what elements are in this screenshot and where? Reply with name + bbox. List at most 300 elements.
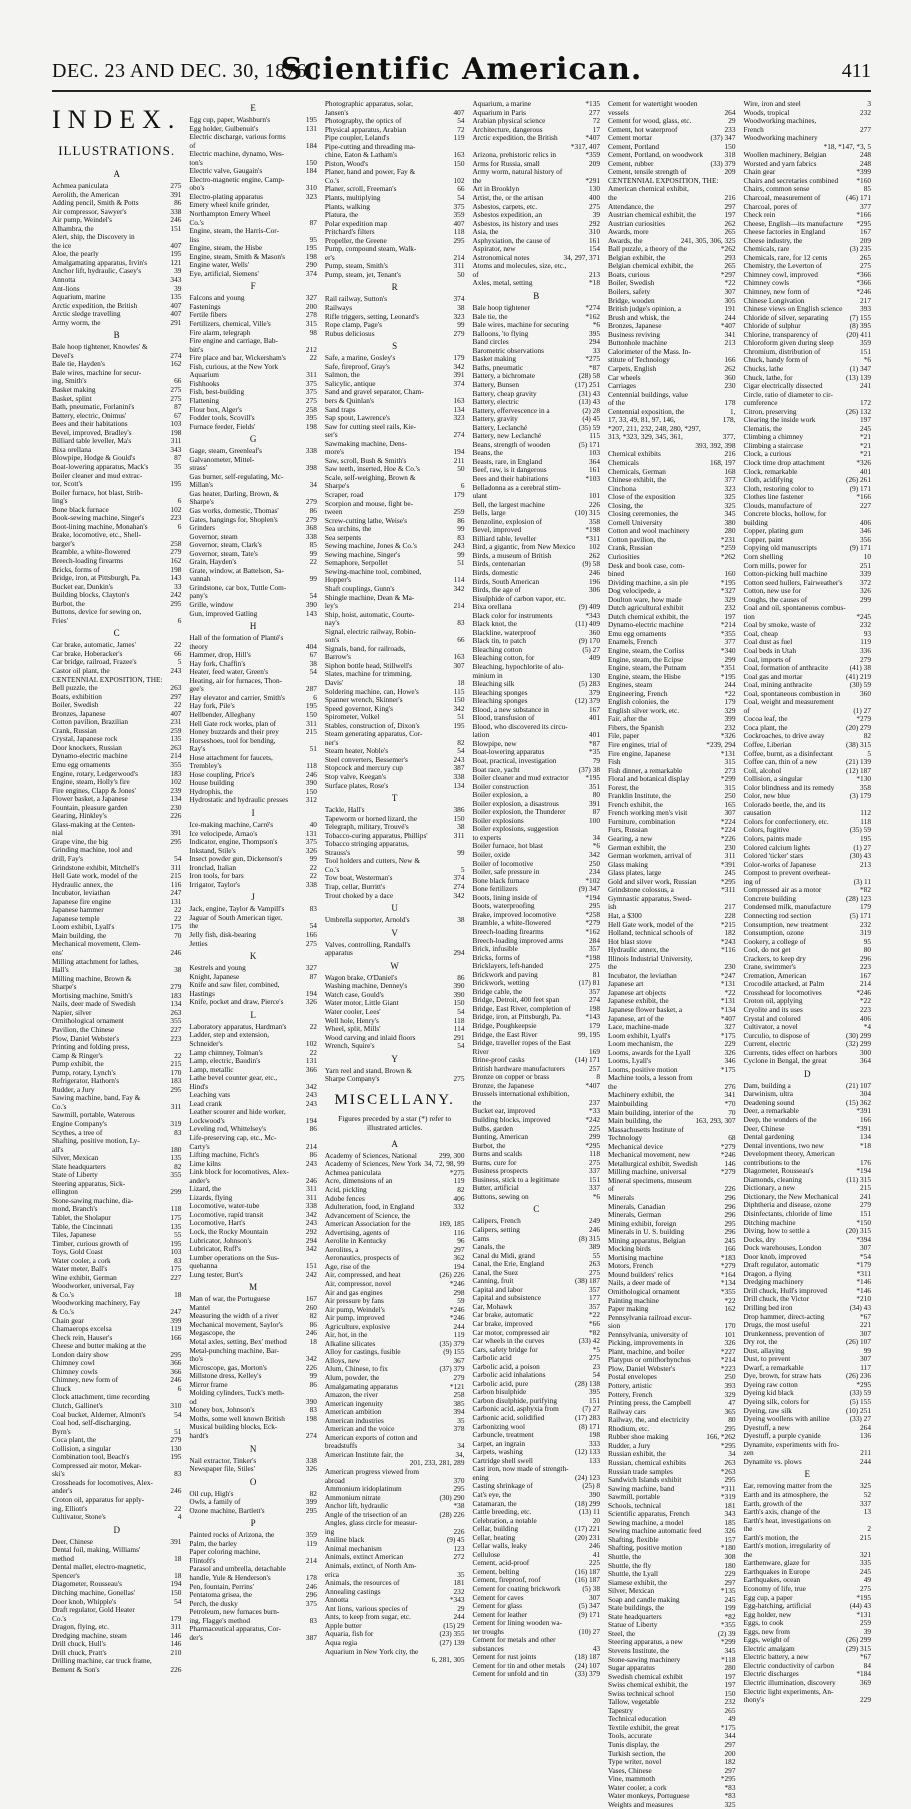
entry-page: 232 — [724, 1697, 736, 1707]
entry-page: (28) 226 — [439, 1509, 465, 1519]
entry-title: Carbolic acid, pure — [472, 1378, 529, 1388]
entry-title: Locomotive, Hart's — [189, 1218, 246, 1228]
entry-page: 115 — [589, 431, 600, 441]
entry-page: 54 — [309, 921, 317, 931]
entry-title: ulant — [472, 491, 488, 501]
index-entry — [325, 330, 465, 339]
entry-title: Mining exhibit, foreign — [607, 1218, 677, 1228]
entry-page: 131 — [305, 828, 317, 838]
entry-page: 246 — [170, 1486, 182, 1496]
entry-page: 99 — [863, 1345, 871, 1355]
entry-title: Indicator, engine, Thompson's — [189, 837, 278, 847]
entry-page: 364 — [589, 456, 600, 466]
entry-title: Amazon, the river — [324, 1390, 378, 1400]
entry-page: 250 — [724, 1372, 736, 1382]
entry-title: Arctic sledge travelling — [52, 309, 121, 319]
entry-title: Minerals, German — [607, 1210, 662, 1220]
entry-title: Bale tie, the — [472, 311, 508, 321]
entry-page: *194 — [856, 1166, 871, 1176]
entry-title: Wrench, Squire's — [324, 1041, 375, 1051]
entry-page: 319 — [170, 1118, 182, 1128]
entry-title: & Co.'s — [52, 1307, 74, 1316]
entry-title: Carbolic acid, a poison — [472, 1361, 540, 1371]
entry-title: Cat's eye, the — [472, 1489, 512, 1499]
entry-page: 197 — [724, 1671, 736, 1681]
entry-page: *21 — [860, 440, 871, 450]
entry-title: Battery, Leclanché — [472, 422, 528, 432]
entry-title: Blackline, waterproof — [472, 627, 537, 637]
entry-title: Dynamite vs. plows — [743, 1456, 802, 1466]
entry-page: 230 — [724, 842, 736, 852]
entry-title: Cartridge shell swell — [472, 1455, 533, 1465]
entry-page: 401 — [589, 713, 600, 723]
entry-title: Main building, interior of the — [607, 1107, 694, 1117]
entry-title: Atoms and molecules, size, etc., — [472, 261, 567, 271]
entry-title: Life-preserving cap, etc., Mc- — [189, 1132, 277, 1142]
entry-title: Cotton, new use for — [743, 586, 802, 596]
entry-title: Carbon disulphide, purifying — [472, 1395, 557, 1405]
entry-page: (3) 179 — [849, 791, 871, 801]
entry-title: Sharpe Company's — [324, 1074, 380, 1084]
entry-title: Co.'s — [52, 1101, 67, 1111]
entry-page: 213 — [724, 338, 736, 348]
entry-page: 277 — [860, 124, 871, 134]
entry-page: 393, 392, 398 — [695, 440, 736, 450]
entry-title: Bees and their habitations — [472, 473, 549, 483]
entry-title: Perch, the dusky — [189, 1598, 238, 1608]
index-entry — [189, 176, 317, 185]
entry-title: Deer, Chinese — [52, 1536, 94, 1546]
entry-title: Fertilizers, chemical, Ville's — [189, 319, 271, 329]
entry-title: Annealing castings — [324, 1586, 381, 1596]
entry-title: Capital and subsistence — [472, 1293, 541, 1303]
entry-title: Japanese art objects — [607, 987, 666, 997]
entry-title: Russian, chemical exhibits — [607, 1457, 687, 1467]
entry-title: Bone black furnace — [52, 504, 109, 514]
entry-title: Carriages — [607, 381, 636, 391]
entry-title: *207, 211, 232, 248, 280, *297, — [607, 423, 701, 433]
entry-page: 54 — [309, 591, 317, 601]
entry-title: Coal, spontaneous combustion in — [743, 688, 841, 698]
entry-title: Dyeing silk, colors for — [743, 1397, 810, 1407]
entry-page: 280 — [724, 1663, 736, 1673]
entry-title: Signal, electric railway, Robin- — [324, 626, 416, 636]
entry-page: 34 — [457, 1441, 465, 1451]
entry-page: (30) 59 — [849, 680, 871, 690]
entry-page: 310 — [589, 227, 600, 237]
entry-page: 214 — [860, 979, 871, 989]
entry-title: Barrow's — [324, 652, 351, 662]
entry-page: 34 — [309, 480, 317, 490]
index-column-5 — [607, 99, 736, 1809]
entry-title: Plow, Daniel Webster's — [607, 1363, 676, 1373]
entry-page: 195 — [305, 115, 317, 124]
entry-title: Attendance, the — [607, 201, 654, 211]
index-entry — [325, 423, 465, 432]
index-entry — [52, 617, 181, 626]
entry-title: Grain, Hayden's — [189, 557, 237, 567]
entry-page: *38 — [453, 1501, 465, 1511]
entry-page: 311 — [170, 436, 182, 446]
entry-page: (3) 235 — [849, 244, 871, 254]
entry-title: Millan's — [189, 480, 213, 490]
entry-title: Buttons, device for sewing on, — [52, 607, 142, 617]
entry-title: Link block for locomotives, Alex- — [189, 1167, 289, 1177]
entry-title: Incubator, the leviathan — [607, 970, 677, 980]
entry-page: *18 — [860, 1140, 871, 1150]
entry-title: Holland, technical schools of — [607, 928, 694, 938]
entry-page: 54 — [174, 1409, 182, 1419]
entry-title: Clock attachment, time recording — [52, 1392, 150, 1402]
entry-page: 329 — [724, 705, 736, 715]
entry-page: (8) 171 — [578, 1421, 600, 1431]
index-entry — [472, 1090, 600, 1099]
entry-page: 183 — [170, 768, 182, 778]
entry-title: Sewing machine, Jones & Co.'s — [324, 541, 417, 551]
entry-title: Crane, swimmer's — [743, 962, 796, 972]
entry-page: 325 — [860, 1481, 871, 1491]
entry-title: Mineral specimens, museum — [607, 1175, 692, 1185]
entry-page: (41) 38 — [849, 663, 871, 673]
entry-title: Canals, the — [472, 1242, 505, 1252]
entry-title: Coal hod, self-discharging, — [52, 1418, 131, 1428]
entry-page: 311 — [306, 1192, 317, 1202]
entry-page: 131 — [305, 123, 317, 133]
entry-page: 114 — [453, 575, 465, 585]
entry-title: Cement for caves — [472, 1592, 524, 1602]
entry-title: drill, Fay's — [52, 854, 83, 864]
entry-title: Cornell University — [607, 517, 663, 527]
entry-page: *295 — [585, 1140, 600, 1150]
entry-title: Bisulphide of carbon vapor, etc. — [472, 593, 566, 603]
entry-page: 291 — [170, 317, 182, 327]
entry-title: Disinfectants, chloride of lime — [743, 1209, 833, 1218]
entry-title: Engine, steam, Smith & Mason's — [189, 251, 286, 261]
entry-title: Aquarium, marine — [52, 292, 106, 302]
entry-page: (26) 107 — [846, 1337, 871, 1347]
entry-title: erica — [324, 1569, 340, 1579]
index-entry — [189, 270, 317, 279]
entry-title: Palm, the barley — [189, 1538, 237, 1548]
entry-page: 102 — [170, 504, 182, 514]
index-entry — [189, 998, 317, 1007]
entry-title: Alum, Chinese, to fix — [324, 1364, 388, 1374]
entry-title: Car bridge, railroad, Frazee's — [52, 657, 137, 667]
entry-title: Bone black furnace — [472, 875, 530, 885]
index-entry — [325, 782, 465, 791]
entry-title: Curculio, to dispose of — [743, 1030, 810, 1040]
entry-page: 34 — [728, 1449, 736, 1459]
entry-title: Drilling machine, car truck frame, — [52, 1656, 152, 1666]
index-entry — [189, 940, 317, 949]
entry-page: 214 — [453, 252, 465, 262]
entry-page: 151 — [860, 346, 871, 356]
entry-title: Compressed air as a motor — [743, 885, 822, 895]
entry-page: 83 — [174, 1469, 182, 1479]
entry-title: method — [52, 1553, 74, 1563]
entry-title: Door knockers, Russian — [52, 742, 122, 752]
entry-page: 169, 185 — [438, 1219, 465, 1229]
entry-title: American ambition — [324, 1407, 382, 1417]
entry-title: ton's — [189, 157, 203, 167]
entry-page: *131 — [720, 979, 736, 989]
entry-page: 99 — [457, 320, 465, 330]
entry-title: Sharpe's — [52, 982, 77, 992]
entry-page: 54 — [174, 854, 182, 864]
entry-title: Japanese flower basket, a — [607, 1004, 683, 1014]
entry-page: (5) 171 — [578, 439, 600, 449]
entry-page: *279 — [720, 1261, 736, 1271]
entry-page: 401 — [589, 730, 600, 740]
entry-page: *67 — [860, 1652, 871, 1662]
entry-page: 22 — [309, 1047, 317, 1057]
entry-page: *279 — [585, 918, 600, 928]
entry-page: 210 — [170, 1647, 182, 1657]
entry-page: *326 — [720, 731, 736, 741]
entry-page: 399 — [724, 714, 736, 724]
entry-title: Dyeing woollens with aniline — [743, 1414, 830, 1424]
entry-page: 244 — [453, 1321, 465, 1331]
entry-title: Pottery, French — [607, 1389, 653, 1399]
entry-title: Nails, a deer made of — [607, 1278, 671, 1288]
section-letter: S — [392, 341, 398, 352]
entry-title: the — [607, 193, 617, 203]
entry-title: stitute of Technology — [607, 355, 670, 365]
entry-page: (30) 299 — [846, 1030, 871, 1040]
entry-page: 326 — [305, 1464, 317, 1474]
entry-page: 47 — [728, 1398, 736, 1408]
entry-page: (33) 59 — [849, 1388, 871, 1398]
entry-page: 248 — [860, 158, 871, 168]
entry-title: Bridge, Poughkeepsie — [472, 1020, 537, 1030]
entry-page: 86 — [309, 505, 317, 515]
entry-title: Loom exhibit, Lyall's — [52, 922, 115, 932]
entry-page: *103 — [585, 473, 600, 483]
entry-title: Wood carving and inlaid floors — [324, 1032, 416, 1042]
entry-title: Copper, plating gum — [743, 526, 804, 536]
index-entry — [189, 1432, 317, 1441]
entry-page: 279 — [170, 547, 182, 557]
entry-page: 295 — [453, 1484, 465, 1494]
entry-title: Carpets, English — [607, 363, 657, 373]
entry-title: British hardware manufacturers — [472, 1063, 565, 1073]
entry-page: 342 — [589, 850, 600, 860]
entry-title: Canning, fruit — [472, 1276, 514, 1286]
entry-page: 146 — [170, 1639, 182, 1649]
entry-title: Lathe bevel counter gear, etc., — [189, 1073, 278, 1083]
entry-page: 119 — [306, 1538, 317, 1548]
header-rule — [52, 90, 871, 92]
entry-page: 275 — [589, 1353, 600, 1363]
entry-title: Desk and book case, com- — [607, 560, 685, 570]
entry-title: Hat, a $300 — [607, 910, 642, 920]
entry-title: Cellar, heating — [472, 1532, 516, 1542]
entry-title: Coal, cheap — [743, 628, 778, 638]
entry-page: 295 — [170, 1084, 182, 1094]
section-letter: H — [249, 621, 257, 632]
entry-title: Timber, curious growth of — [52, 1238, 129, 1248]
entry-title: Fries' — [52, 615, 68, 625]
entry-page: (1) 27 — [853, 705, 871, 715]
entry-page: 194 — [305, 988, 317, 998]
entry-title: Fountain, pleasure garden — [52, 802, 128, 812]
entry-page: 242 — [305, 1269, 317, 1279]
entry-title: Alert, ship, the Discovery in — [52, 232, 135, 242]
entry-title: Consumption, new treatment — [743, 919, 828, 929]
entry-title: Alum, powder, the — [324, 1373, 380, 1382]
masthead-title: Scientific American. — [280, 52, 643, 87]
entry-title: Shingle machine, Dean & Ma- — [324, 592, 415, 602]
entry-page: 393 — [724, 1381, 736, 1391]
entry-page: 35 — [457, 1569, 465, 1579]
entry-page: 259 — [453, 507, 465, 517]
entry-title: Electric discharges — [743, 1669, 799, 1679]
entry-title: Saw for cutting steel rails, Kie- — [324, 421, 417, 431]
entry-title: Hay fork, Chaffin's — [189, 658, 246, 668]
entry-title: Slate headquarters — [52, 1161, 106, 1171]
entry-page: 130 — [170, 1443, 182, 1453]
entry-title: Chimney, new form of — [743, 287, 810, 297]
entry-title: Burbot, the — [52, 598, 85, 608]
entry-page: 66 — [174, 376, 182, 386]
entry-page: 131 — [305, 1056, 317, 1066]
entry-title: ening — [472, 1472, 489, 1482]
entry-title: Cheese industry, the — [743, 235, 803, 245]
entry-page: (29) 315 — [846, 1643, 871, 1653]
entry-page: *246 — [449, 1313, 465, 1323]
entry-page: 390 — [305, 1396, 317, 1406]
entry-title: Aspirator, new — [472, 244, 516, 254]
entry-title: Stables, construction of, Dixon's — [324, 720, 420, 730]
entry-title: Grindstone, car box, Tuttle Com- — [189, 582, 287, 592]
entry-page: (28) 58 — [578, 371, 600, 381]
entry-title: Looms, Lyall's — [607, 1056, 652, 1066]
entry-title: Battery, new Leclanché — [472, 431, 542, 441]
entry-page: 223 — [860, 1004, 871, 1014]
entry-title: Bronze, the Japanese — [472, 1080, 534, 1090]
entry-page: 167 — [860, 227, 871, 237]
entry-page: 249 — [589, 1216, 600, 1226]
entry-page: *275 — [585, 354, 600, 364]
entry-page: *245 — [856, 611, 871, 621]
entry-title: Copying old manuscripts — [743, 543, 817, 553]
entry-page: 17 — [592, 124, 600, 134]
entry-page: *6 — [863, 355, 871, 365]
entry-title: Butter, artificial — [472, 1183, 519, 1193]
entry-title: Saw teeth, inserted, Hoe & Co.'s — [324, 464, 420, 474]
entry-title: Aerolite in Kentucky — [324, 1236, 387, 1246]
entry-title: Woodworking machinery, Fay — [52, 1298, 141, 1308]
entry-title: Dredging machinery — [743, 1277, 804, 1287]
entry-page: 55 — [592, 1250, 600, 1260]
entry-title: Brine-proof casks — [472, 1055, 525, 1065]
entry-title: Check rein, Hauser's — [52, 1332, 113, 1342]
entry-page: (15) 29 — [443, 1620, 465, 1630]
entry-title: Amalgamating apparatus — [324, 1381, 399, 1391]
entry-title: Car brake, improved — [472, 1319, 533, 1329]
entry-title: Cellulose — [472, 1549, 501, 1559]
entry-title: Age, rise of the — [324, 1261, 370, 1271]
entry-title: Crosshead for locomotives — [743, 987, 822, 997]
entry-title: Trout choked by a dace — [324, 890, 394, 900]
entry-title: Polar expedition map — [324, 218, 388, 228]
entry-title: Diving, how to settle a — [743, 1226, 810, 1236]
entry-title: Boat-lowering apparatus — [472, 747, 545, 757]
entry-title: Mechanical device — [607, 1141, 663, 1151]
entry-page: 245 — [724, 1235, 736, 1245]
index-entry — [325, 949, 465, 958]
entry-title: Compressed air motor, Mekar- — [52, 1460, 142, 1470]
entry-page: 307 — [724, 808, 736, 818]
index-entry — [325, 1562, 465, 1571]
entry-title: Birds, the age of — [472, 585, 521, 595]
entry-page: 227 — [170, 1272, 182, 1282]
entry-title: Chimney cowl, improved — [743, 269, 818, 279]
index-entry — [325, 628, 465, 637]
entry-title: chine, Eaton & Latham's — [324, 150, 398, 160]
entry-title: Concrete building — [743, 893, 796, 903]
entry-title: Deer, Chinese — [743, 1123, 785, 1133]
entry-page: (21) 139 — [846, 757, 871, 767]
section-letter: Y — [391, 1053, 398, 1064]
entry-page: *210 — [856, 1294, 871, 1304]
entry-title: Lamp chimney, Tolman's — [189, 1047, 263, 1057]
index-entry — [52, 1376, 181, 1385]
entry-page: 299, 300 — [438, 1150, 465, 1160]
entry-page: 279 — [170, 1435, 182, 1445]
entry-page: 275 — [170, 181, 182, 190]
entry-page: 180 — [724, 1560, 736, 1570]
entry-title: Draft regulator, automatic — [743, 1260, 820, 1270]
entry-title: Furnace feeder, Fields' — [189, 421, 256, 431]
entry-page: (13) 139 — [846, 372, 871, 382]
entry-page: 274 — [453, 882, 465, 892]
entry-title: Cement for metals and other — [472, 1635, 556, 1645]
entry-page: 191 — [724, 304, 736, 314]
entry-title: Floral and botanical display — [607, 774, 690, 784]
entry-title: Glass plates, large — [607, 868, 662, 878]
entry-title: Woods, tropical — [743, 107, 790, 117]
entry-title: Pottery, artistic — [607, 1381, 653, 1391]
entry-page: 251 — [860, 560, 871, 570]
entry-page: 391 — [589, 798, 600, 808]
entry-title: Steering apparatus, Sick- — [52, 1178, 126, 1188]
entry-title: Coal gas and mortar — [743, 671, 803, 681]
index-entry — [189, 796, 317, 805]
entry-title: Pentatoma grisea, the — [189, 1590, 252, 1600]
index-entry — [743, 698, 871, 707]
entry-page: 49 — [728, 1714, 736, 1724]
entry-title: Breech-loading firearms — [472, 926, 544, 936]
entry-page: 118 — [453, 227, 465, 237]
entry-title: Canal, the Erie, England — [472, 1259, 545, 1269]
entry-title: Cheese factories in England — [743, 227, 826, 237]
entry-page: 230 — [724, 381, 736, 391]
entry-page: 407 — [170, 240, 182, 250]
entry-page: *343 — [449, 1595, 465, 1605]
entry-title: Engineering, French — [607, 688, 668, 698]
entry-page: 369 — [860, 1677, 871, 1687]
entry-page: (11) 409 — [575, 619, 600, 629]
entry-page: *223 — [720, 1363, 736, 1373]
entry-page: 115 — [453, 686, 465, 696]
entry-page: (10) 27 — [578, 1626, 600, 1636]
entry-page: 265 — [860, 252, 871, 262]
entry-title: Color-works of Japanese — [743, 859, 816, 869]
section-letter: C — [113, 628, 120, 639]
entry-page: (32) 299 — [846, 1039, 871, 1049]
entry-page: 146 — [170, 1630, 182, 1640]
